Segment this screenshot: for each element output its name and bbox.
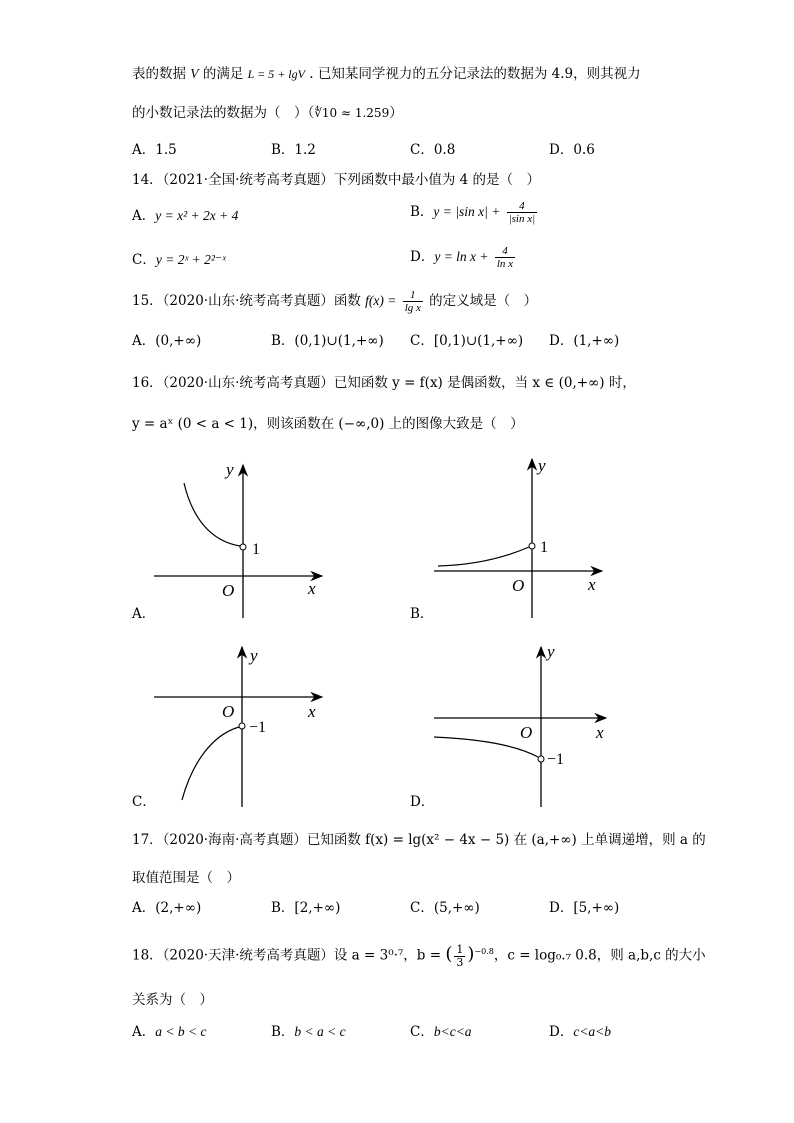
graph-d-value: −1 bbox=[547, 751, 565, 768]
q18-option-b: B．b < a < c bbox=[271, 1024, 346, 1040]
q18-stem-2: 关系为（ ） bbox=[132, 992, 213, 1008]
q17-option-d: D．[5,+∞) bbox=[549, 900, 620, 916]
graph-b-value: 1 bbox=[540, 539, 548, 556]
q15-option-b: B．(0,1)∪(1,+∞) bbox=[271, 333, 384, 349]
q15-option-a: A．(0,+∞) bbox=[132, 333, 202, 349]
q18-fraction: $\frac{1}{3}$ bbox=[456, 942, 464, 969]
graph-c-origin: O bbox=[222, 702, 235, 721]
graph-c bbox=[150, 645, 330, 810]
graph-a-letter: A． bbox=[132, 606, 156, 622]
q18-option-a: A．a < b < c bbox=[132, 1024, 207, 1040]
q15-option-c: C．[0,1)∪(1,+∞) bbox=[410, 333, 524, 349]
graph-d-x-label: x bbox=[596, 723, 604, 742]
q15-option-d: D．(1,+∞) bbox=[549, 333, 620, 349]
graph-d-y-label: y bbox=[547, 642, 555, 661]
graph-b-origin: O bbox=[512, 576, 525, 595]
graph-a-origin: O bbox=[222, 581, 235, 600]
q16-stem-2: y = aˣ (0 < a < 1)，则该函数在 (−∞,0) 上的图像大致是（ ） bbox=[132, 416, 524, 432]
q13-option-b: B．1.2 bbox=[271, 142, 316, 158]
graph-a-value: 1 bbox=[252, 541, 260, 558]
graph-a bbox=[150, 455, 330, 620]
graph-d bbox=[430, 642, 610, 810]
q14-option-c: C．y = 2ˣ + 2²⁻ˣ bbox=[132, 252, 226, 268]
q14-d-fraction: $\frac{4}{\text{ln x}}$ bbox=[496, 245, 514, 270]
graph-d-letter: D． bbox=[410, 794, 435, 810]
q18-stem-1: 18．（2020·天津·统考高考真题）设 a = 3⁰·⁷，b = ( $\frac{1}{3}$ )$^{-0.8}$，c = log₀.₇ 0.8，则 a,b,c 的大小 bbox=[132, 942, 706, 969]
graph-b-x-label: x bbox=[588, 575, 596, 594]
graph-a-open-point bbox=[240, 544, 246, 550]
q17-option-a: A．(2,+∞) bbox=[132, 900, 202, 916]
q18-option-c: C．b<c<a bbox=[410, 1024, 472, 1040]
q15-stem: 15．（2020·山东·统考高考真题）函数 f(x) = $\frac{1}{\text{lg x}}$ 的定义域是（ ） bbox=[132, 289, 538, 314]
graph-b bbox=[430, 455, 610, 620]
q13-option-c: C．0.8 bbox=[410, 142, 456, 158]
q18-option-d: D．c<a<b bbox=[549, 1024, 612, 1040]
graph-c-x-label: x bbox=[308, 702, 316, 721]
graph-a-curve bbox=[184, 483, 240, 546]
q17-stem-1: 17．（2020·海南·高考真题）已知函数 f(x) = lg(x² − 4x − 5) 在 (a,+∞) 上单调递增，则 a 的 bbox=[132, 832, 706, 848]
graph-d-origin: O bbox=[520, 723, 533, 742]
graph-c-curve bbox=[182, 727, 239, 800]
graph-a-x-label: x bbox=[308, 579, 316, 598]
q14-b-fraction: $\frac{4}{\text{|sin x|}}$ bbox=[508, 200, 536, 225]
q13-line-2: 的小数记录法的数据为（ ）（∜10 ≈ 1.259） bbox=[132, 105, 403, 121]
graph-a-y-label: y bbox=[226, 460, 234, 479]
q14-option-d: D．y = ln x + $\frac{4}{\text{ln x}}$ bbox=[410, 245, 514, 270]
graph-c-y-label: y bbox=[250, 646, 258, 665]
graph-c-value: −1 bbox=[249, 719, 267, 736]
graph-b-open-point bbox=[529, 543, 535, 549]
graph-d-open-point bbox=[538, 756, 544, 762]
q15-fraction: $\frac{1}{\text{lg x}}$ bbox=[404, 289, 421, 314]
graph-b-curve bbox=[438, 547, 529, 566]
graph-b-letter: B． bbox=[410, 606, 434, 622]
graph-c-open-point bbox=[239, 723, 245, 729]
graph-c-letter: C． bbox=[132, 794, 156, 810]
q13-option-d: D．0.6 bbox=[549, 142, 595, 158]
q17-stem-2: 取值范围是（ ） bbox=[132, 870, 240, 886]
q17-option-c: C．(5,+∞) bbox=[410, 900, 480, 916]
q13-option-a: A．1.5 bbox=[132, 142, 177, 158]
q13-line-1: 表的数据 V 的满足 L = 5 + lgV . 已知某同学视力的五分记录法的数据为 4.9，则其视力 bbox=[132, 66, 641, 82]
q14-option-a: A．y = x² + 2x + 4 bbox=[132, 208, 239, 224]
q14-stem: 14．（2021·全国·统考高考真题）下列函数中最小值为 4 的是（ ） bbox=[132, 172, 541, 188]
q17-option-b: B．[2,+∞) bbox=[271, 900, 341, 916]
q16-stem-1: 16．（2020·山东·统考高考真题）已知函数 y = f(x) 是偶函数，当 x ∈ (0,+∞) 时， bbox=[132, 375, 636, 391]
graph-b-y-label: y bbox=[538, 456, 546, 475]
q14-option-b: B．y = |sin x| + $\frac{4}{\text{|sin x|}}$ bbox=[410, 200, 536, 225]
